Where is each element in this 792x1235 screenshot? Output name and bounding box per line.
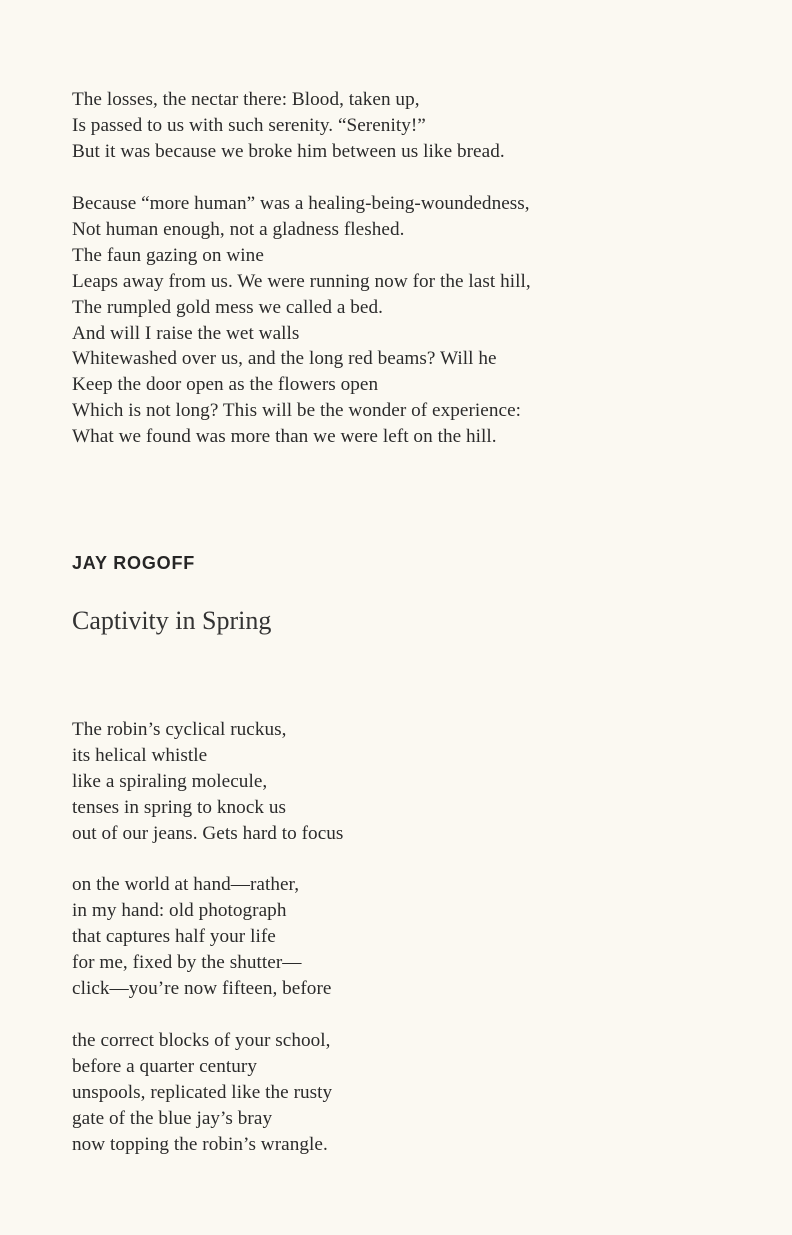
poem-line: like a spiraling molecule, — [72, 770, 268, 792]
poem-line: Whitewashed over us, and the long red beams? Will he — [72, 348, 497, 370]
poem2-stanza-3 — [72, 1028, 332, 1158]
poem-line: that captures half your life — [72, 925, 276, 947]
poem-line: out of our jeans. Gets hard to focus — [72, 822, 344, 844]
poem-line: Leaps away from us. We were running now for the last hill, — [72, 270, 531, 292]
poem-line: The robin’s cyclical ruckus, — [72, 719, 287, 740]
poem-line: And will I raise the wet walls — [72, 322, 300, 344]
poem-line: for me, fixed by the shutter— — [72, 951, 302, 973]
poem-line: now topping the robin’s wrangle. — [72, 1133, 328, 1155]
poem-line: The faun gazing on wine — [72, 244, 264, 266]
poem-line: on the world at hand—rather, — [72, 874, 300, 895]
poem-line: The losses, the nectar there: Blood, taken up, — [72, 89, 420, 110]
poem-line: gate of the blue jay’s bray — [72, 1107, 273, 1129]
poem1-stanza-2 — [72, 191, 531, 450]
poem-line: The rumpled gold mess we called a bed. — [72, 296, 383, 318]
author-name: JAY ROGOFF — [72, 553, 196, 573]
poem-line: before a quarter century — [72, 1055, 257, 1077]
poem-line: the correct blocks of your school, — [72, 1030, 331, 1051]
poem-line: Not human enough, not a gladness fleshed. — [72, 218, 405, 240]
poem-line: Because “more human” was a healing-being-woundedness, — [72, 193, 530, 214]
poem-title: Captivity in Spring — [72, 606, 272, 635]
poem-line: unspools, replicated like the rusty — [72, 1081, 333, 1103]
poem1-stanza-1 — [72, 87, 505, 165]
poem-line: in my hand: old photograph — [72, 899, 287, 921]
poem-line: Keep the door open as the flowers open — [72, 374, 379, 396]
poem-line: click—you’re now fifteen, before — [72, 977, 332, 999]
poem-line: What we found was more than we were left on the hill. — [72, 426, 497, 448]
poem-line: its helical whistle — [72, 744, 208, 766]
poem2-stanza-1 — [72, 717, 343, 847]
poem-line: Which is not long? This will be the wonder of experience: — [72, 400, 522, 422]
poem2-stanza-2 — [72, 872, 331, 1002]
poem-line: But it was because we broke him between us like bread. — [72, 140, 505, 162]
poem-line: Is passed to us with such serenity. “Serenity!” — [72, 114, 426, 136]
poem-line: tenses in spring to knock us — [72, 796, 287, 818]
